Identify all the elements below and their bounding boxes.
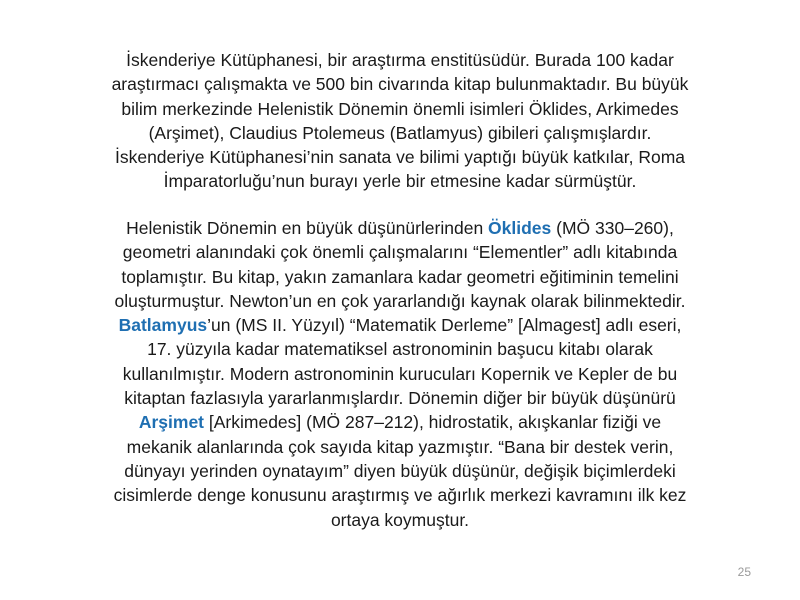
text-line: İskenderiye Kütüphanesi’nin sanata ve bilimi yaptığı büyük katkılar, Roma — [114, 147, 686, 168]
text-segment: (MÖ 330–260), — [551, 218, 674, 238]
text-line: kullanılmıştır. Modern astronominin kurucuları Kopernik ve Kepler de bu — [122, 363, 678, 384]
text-line: dünyayı yerinden oynatayım” diyen büyük düşünür, değişik biçimlerdeki — [124, 460, 676, 481]
text-segment: [Arkimedes] (MÖ 287–212), hidrostatik, akışkanlar fiziği ve — [204, 412, 662, 433]
text-segment: Helenistik Dönemin en büyük düşünürlerinden — [126, 218, 489, 238]
page-number: 25 — [737, 565, 751, 579]
text-line: araştırmacı çalışmakta ve 500 bin civarında kitap bulunmaktadır. Bu büyük — [111, 74, 689, 95]
text-line: İmparatorluğu’nun burayı yerle bir etmesine kadar sürmüştür. — [163, 171, 637, 192]
text-line: cisimlerde denge konusunu araştırmış ve ağırlık merkezi kavramını ilk kez — [113, 485, 687, 506]
text-line: 17. yüzyıla kadar matematiksel astronominin başucu kitabı olarak — [147, 339, 653, 360]
text-line: mekanik alanlarında çok sayıda kitap yazmıştır. “Bana bir destek verin, — [126, 436, 674, 457]
text-line: İskenderiye Kütüphanesi, bir araştırma enstitüsüdür. Burada 100 kadar — [126, 50, 674, 70]
text-line — [60, 313, 740, 337]
text-segment: ’un (MS II. Yüzyıl) “Matematik Derleme” [Almagest] adlı eseri, — [207, 315, 682, 336]
text-line: bilim merkezinde Helenistik Dönemin önemli isimleri Öklides, Arkimedes — [121, 98, 679, 119]
text-line: geometri alanındaki çok önemli çalışmalarını “Elementler” adlı kitabında — [122, 242, 678, 263]
text-line: (Arşimet), Claudius Ptolemeus (Batlamyus) gibileri çalışmışlardır. — [148, 122, 652, 143]
paragraph-thinkers — [60, 216, 740, 532]
text-line: toplamıştır. Bu kitap, yakın zamanlara kadar geometri eğitiminin temelini — [121, 266, 679, 287]
text-line — [60, 410, 740, 434]
text-line: kitaptan fazlasıyla yararlanmışlardır. Dönemin diğer bir büyük düşünürü — [124, 388, 676, 409]
text-line: ortaya koymuştur. — [330, 509, 470, 530]
highlight-oklides: Öklides — [488, 218, 552, 238]
highlight-arsimet: Arşimet — [138, 412, 205, 433]
text-line: oluşturmuştur. Newton’un en çok yararlandığı kaynak olarak bilinmektedir. — [114, 290, 686, 311]
text-line — [60, 216, 740, 240]
highlight-batlamyus: Batlamyus — [118, 315, 208, 336]
paragraph-library — [60, 48, 740, 194]
